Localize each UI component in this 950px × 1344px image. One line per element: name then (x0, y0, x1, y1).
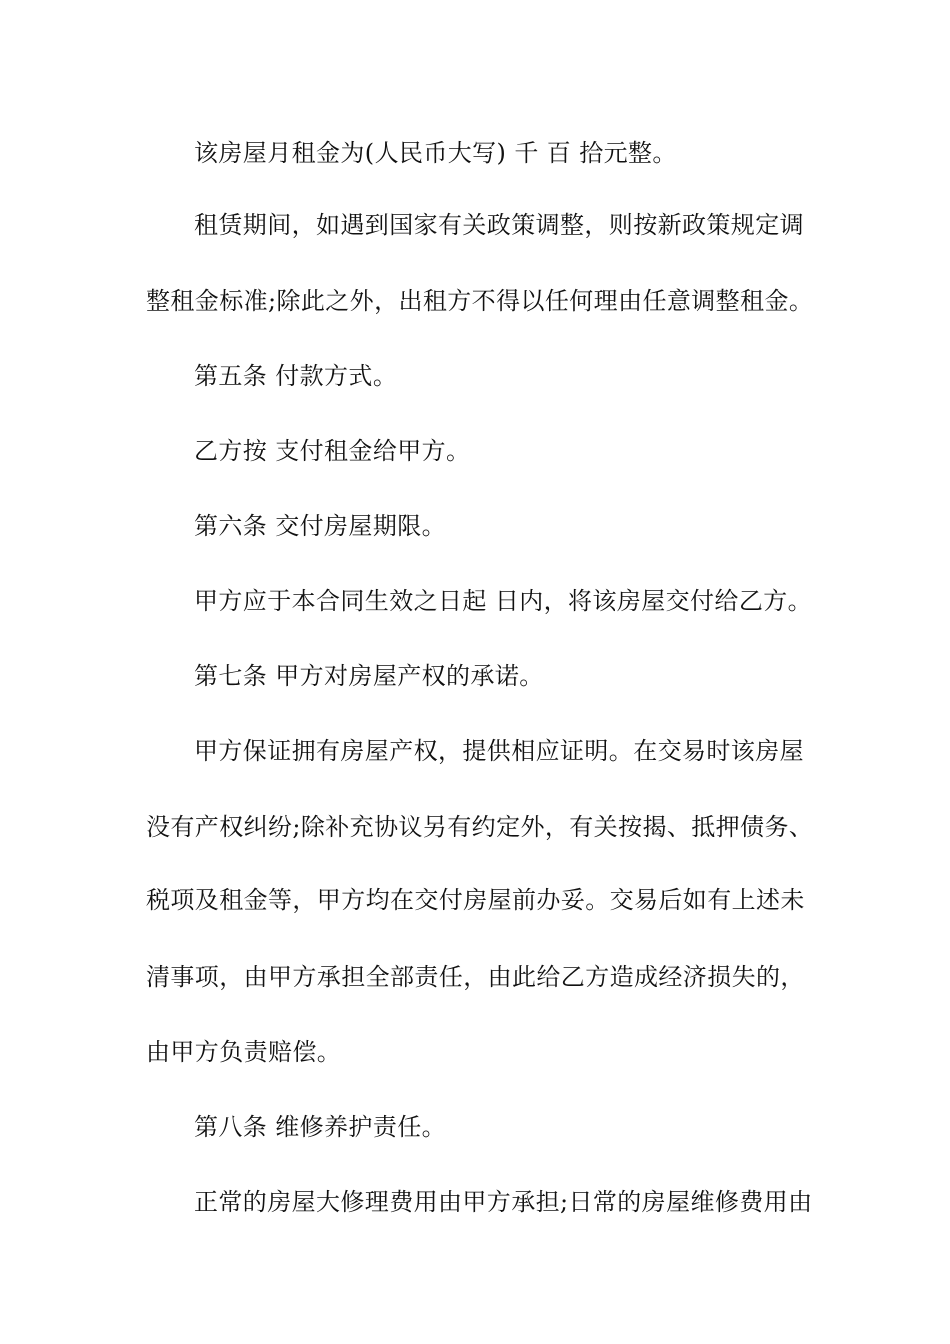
policy-adjustment-line-1: 租赁期间，如遇到国家有关政策调整，则按新政策规定调 (194, 211, 804, 239)
article-7-heading: 第七条 甲方对房屋产权的承诺。 (194, 662, 544, 690)
policy-adjustment-line-2: 整租金标准;除此之外，出租方不得以任何理由任意调整租金。 (146, 287, 814, 315)
property-rights-line-3: 税项及租金等，甲方均在交付房屋前办妥。交易后如有上述未 (146, 886, 805, 914)
property-rights-line-5: 由甲方负责赔偿。 (146, 1038, 342, 1066)
article-5-heading: 第五条 付款方式。 (194, 362, 398, 390)
payment-method-line: 乙方按 支付租金给甲方。 (194, 437, 471, 465)
property-rights-line-4: 清事项，由甲方承担全部责任，由此给乙方造成经济损失的， (146, 963, 805, 991)
maintenance-line-1: 正常的房屋大修理费用由甲方承担;日常的房屋维修费用由 (194, 1188, 813, 1216)
property-rights-line-1: 甲方保证拥有房屋产权，提供相应证明。在交易时该房屋 (194, 737, 804, 765)
delivery-deadline-line: 甲方应于本合同生效之日起 日内，将该房屋交付给乙方。 (194, 587, 813, 615)
property-rights-line-2: 没有产权纠纷;除补充协议另有约定外，有关按揭、抵押债务、 (146, 813, 814, 841)
rent-amount-line: 该房屋月租金为(人民币大写) 千 百 拾元整。 (194, 139, 677, 167)
article-6-heading: 第六条 交付房屋期限。 (194, 512, 447, 540)
article-8-heading: 第八条 维修养护责任。 (194, 1113, 447, 1141)
